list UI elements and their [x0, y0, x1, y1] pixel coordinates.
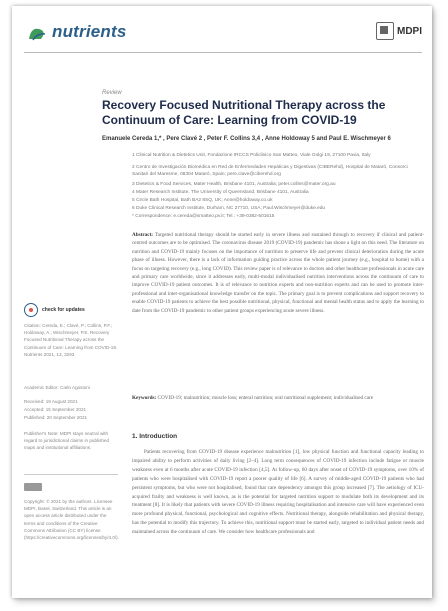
affiliation: 6 Duke Clinical Research Institute, Durham, NC 27710, USA; Paul.Wischmeyer@duke.edu: [132, 206, 326, 211]
affiliation: 1 Clinical Nutrition & Dietetics Unit, Fondazione IRCCS Policlinico San Matteo, Viale Golgi 19, 27100 Pavia, Italy: [132, 153, 371, 158]
keywords-text: COVID-19; malnutrition; muscle loss; enteral nutrition; oral nutritional supplement; individualised care: [157, 395, 374, 401]
affiliation: 2 Centro de Investigación Biomédica en Red de Enfermedades Hepáticas y Digestivas (CIBERehd), Hospital de Mataró, Consorci Sanitari del Maresme, 08304 Mataró, Spain; pere.clave@ciberehd.org: [132, 165, 408, 177]
check-updates-label: check for updates: [42, 307, 85, 313]
article-type: Review: [102, 90, 122, 96]
academic-editor: Academic Editor: Carlo Agostoni: [24, 385, 90, 390]
creative-commons-icon: [24, 483, 42, 491]
affiliation: 4 Mater Research Institute, The University of Queensland, Brisbane 4101, Australia: [132, 190, 309, 195]
affiliation: 5 Circle Bath Hospital, Bath BA2 8SQ, UK; Anne@holdoway.co.uk: [132, 198, 273, 203]
journal-name: nutrients: [52, 22, 127, 41]
check-updates-icon: [24, 303, 38, 317]
affiliation: 3 Dietetics & Food Services, Mater Health, Brisbane 4101, Australia; peter.collins@mater.org.au: [132, 182, 336, 187]
author-list: Emanuele Cereda 1,* , Pere Clavé 2 , Peter F. Collins 3,4 , Anne Holdoway 5 and Paul E. Wischmeyer 6: [102, 136, 391, 142]
abstract-label: Abstract:: [132, 232, 154, 238]
publisher-note: Publisher's Note: MDPI stays neutral with regard to jurisdictional claims in published maps and institutional affiliations.: [24, 431, 110, 451]
keywords: [132, 394, 424, 402]
correspondence: * Correspondence: e.cereda@smatteo.pv.it; Tel.: +39-0382-501615: [132, 214, 275, 219]
copyright: Copyright: © 2021 by the authors. Licensee MDPI, Basel, Switzerland. This article is an open access article distributed under the terms and conditions of the Creative Commons Attribution (CC BY) license (https://creativecommons.org/licenses/by/4.0/).: [24, 499, 119, 541]
keywords-label: Keywords:: [132, 395, 157, 401]
mdpi-logo-icon: [376, 22, 394, 40]
nutrients-logo-icon: [27, 25, 49, 43]
article-title: Recovery Focused Nutritional Therapy across the Continuum of Care: Learning from COVID-19: [102, 98, 386, 127]
check-for-updates-button[interactable]: [24, 303, 85, 317]
published-date: Published: 20 September 2021: [24, 415, 88, 420]
publisher-name: MDPI: [397, 25, 422, 37]
citation: Citation: Cereda, E.; Clavé, P.; Collins, P.F.; Holdoway, A.; Wischmeyer, P.E. Recovery Focused Nutritional Therapy across the Continuum of Care: Learning from COVID-19. Nutrients 2021, 13, 3293.: [24, 323, 118, 357]
abstract-text: Targeted nutritional therapy should be started early in severe illness and sustained through to recovery if clinical and patient-centred outcomes are to be optimised. The coronavirus disease 2019 (COVID-19) pandemic has shone a light on this need. The literature on nutrition and COVID-19 mainly focuses on the importance of nutrition to preserve life and prevent clinical deterioration during the acute phase of illness. However, there is a lack of information guiding practice across the whole patient journey (e.g., hospital to home) with a focus on targeting recovery (e.g., long COVID). This review paper is of relevance to doctors and other healthcare professionals in acute care and primary care worldwide, since it addresses early, multi-modal individualised nutrition interventions across the continuum of care to improve COVID-19 patient outcomes. It is of relevance to nutrition experts and non-nutrition experts and can be used to promote inter-professional and inter-organisational knowledge transfer on the topic. The primary goal is to prevent complications and support recovery to enable COVID-19 patients to achieve the best possible nutritional, physical, functional and mental health status and to apply the learning to date from the COVID-19 pandemic to other patient groups experiencing acute severe illness.: [132, 232, 424, 314]
introduction-text: Patients recovering from COVID-19 disease experience malnutrition [1], low physical function and functional capacity leading to impaired ability to perform activities of daily living [2–4]. Long term consequences of COVID-19 infection include fatigue or muscle weakness even at 6 months after acute COVID-19 infection [4,5]. At follow-up, 60 days after onset of COVID-19 symptoms, over 10% of patients who were hospitalised with COVID-19 report a poorer quality of life [6]. A survey of middle-aged COVID-19 patients who had persistent symptoms, but who were not hospitalised, found that care dependency amongst this group increased [7]. The aetiology of ICU-acquired frailty and weakness is well known, as is the potential for targeted nutrition support to modulate both its development and its treatment [8]. It is likely that patients with severe COVID-19 illness requiring hospitalisation and intensive care will have experienced even more profound physical, functional, psychological and cognitive effects. Nutritional therapy, alongside rehabilitation and physical therapy, has the potential to modify this trajectory. To achieve this, nutritional support must be started early, targeted to individual patient needs and maintained across the continuum of care. We consider how healthcare professionals and: [132, 449, 424, 536]
header-divider: [24, 52, 422, 53]
article-page: [12, 6, 432, 598]
publisher-logo: [376, 22, 422, 40]
section-heading: 1. Introduction: [132, 433, 178, 440]
sidebar-divider: [24, 474, 118, 475]
accepted-date: Accepted: 15 September 2021: [24, 407, 87, 412]
abstract: [132, 231, 424, 315]
received-date: Received: 19 August 2021: [24, 399, 78, 404]
